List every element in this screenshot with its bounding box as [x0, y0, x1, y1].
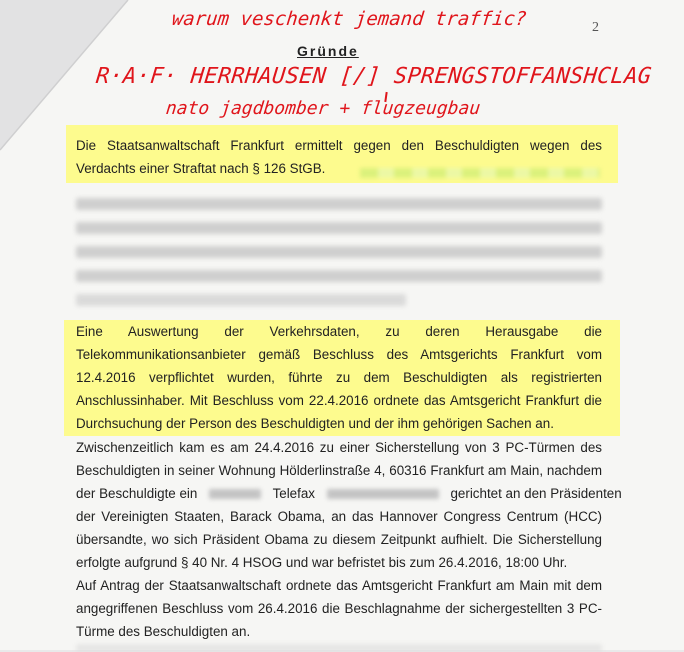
para3-line-5: übersandte, wo sich Präsident Obama zu diesem Zeitpunkt aufhielt. Die Sicherstellung — [76, 532, 602, 547]
cut-off-text-line — [76, 644, 602, 652]
para3-line-3-part-c: gerichtet an den Präsidenten — [450, 486, 622, 501]
section-heading: Gründe — [297, 43, 359, 59]
para4-line-1: Auf Antrag der Staatsanwaltschaft ordnete das Amtsgericht Frankfurt am Main mit dem — [76, 578, 602, 593]
para3-line-6: erfolgte aufgrund § 40 Nr. 4 HSOG und war befristet bis zum 26.4.2016, 18:00 Uhr. — [76, 555, 568, 570]
para4-line-3: Türme des Beschuldigten an. — [76, 624, 251, 639]
para1-line-2: Verdachts einer Straftat nach § 126 StGB. — [76, 161, 326, 176]
para3-line-1: Zwischenzeitlich kam es am 24.4.2016 zu einer Sicherstellung von 3 PC-Türmen des — [76, 440, 602, 455]
para2-line-3: 12.4.2016 verpflichtet wurden, führte zu dem Beschuldigten als registrierten — [76, 370, 602, 385]
para2-line-2: Telekommunikationsanbieter gemäß Beschluss des Amtsgerichts Frankfurt vom — [76, 347, 602, 362]
para3-line-4: der Vereinigten Staaten, Barack Obama, an das Hannover Congress Centrum (HCC) — [76, 509, 602, 524]
para2-line-5: Durchsuchung der Person des Beschuldigten und der ihm gehörigen Sachen an. — [76, 416, 554, 431]
page-number: 2 — [592, 20, 599, 35]
handwritten-note-3: nato jagdbomber + flugzeugbau — [164, 98, 482, 119]
para4-line-2: angegriffenen Beschluss vom 26.4.2016 die Beschlagnahme der sichergestellten 3 PC- — [76, 601, 602, 616]
redacted-highlighted-text — [360, 168, 600, 178]
para2-line-1: Eine Auswertung der Verkehrsdaten, zu deren Herausgabe die — [76, 324, 602, 339]
redacted-word — [327, 489, 439, 499]
handwritten-note-2: R·A·F· HERRHAUSEN [/] SPRENGSTOFFANSHCLAG — [94, 64, 653, 89]
para3-line-2: Beschuldigten in seiner Wohnung Hölderlinstraße 4, 60316 Frankfurt am Main, nachdem — [76, 463, 602, 478]
para3-line-3 — [76, 486, 622, 501]
para2-line-4: Anschlussinhaber. Mit Beschluss vom 22.4.2016 ordnete das Amtsgericht Frankfurt die — [76, 393, 602, 408]
redacted-word — [209, 489, 261, 499]
para3-line-3-part-a: der Beschuldigte ein — [76, 486, 198, 501]
handwritten-note-1: warum veschenkt jemand traffic? — [170, 8, 528, 30]
para3-line-3-part-b: Telefax — [272, 486, 315, 501]
para1-line-1: Die Staatsanwaltschaft Frankfurt ermittelt gegen den Beschuldigten wegen des — [76, 138, 602, 153]
